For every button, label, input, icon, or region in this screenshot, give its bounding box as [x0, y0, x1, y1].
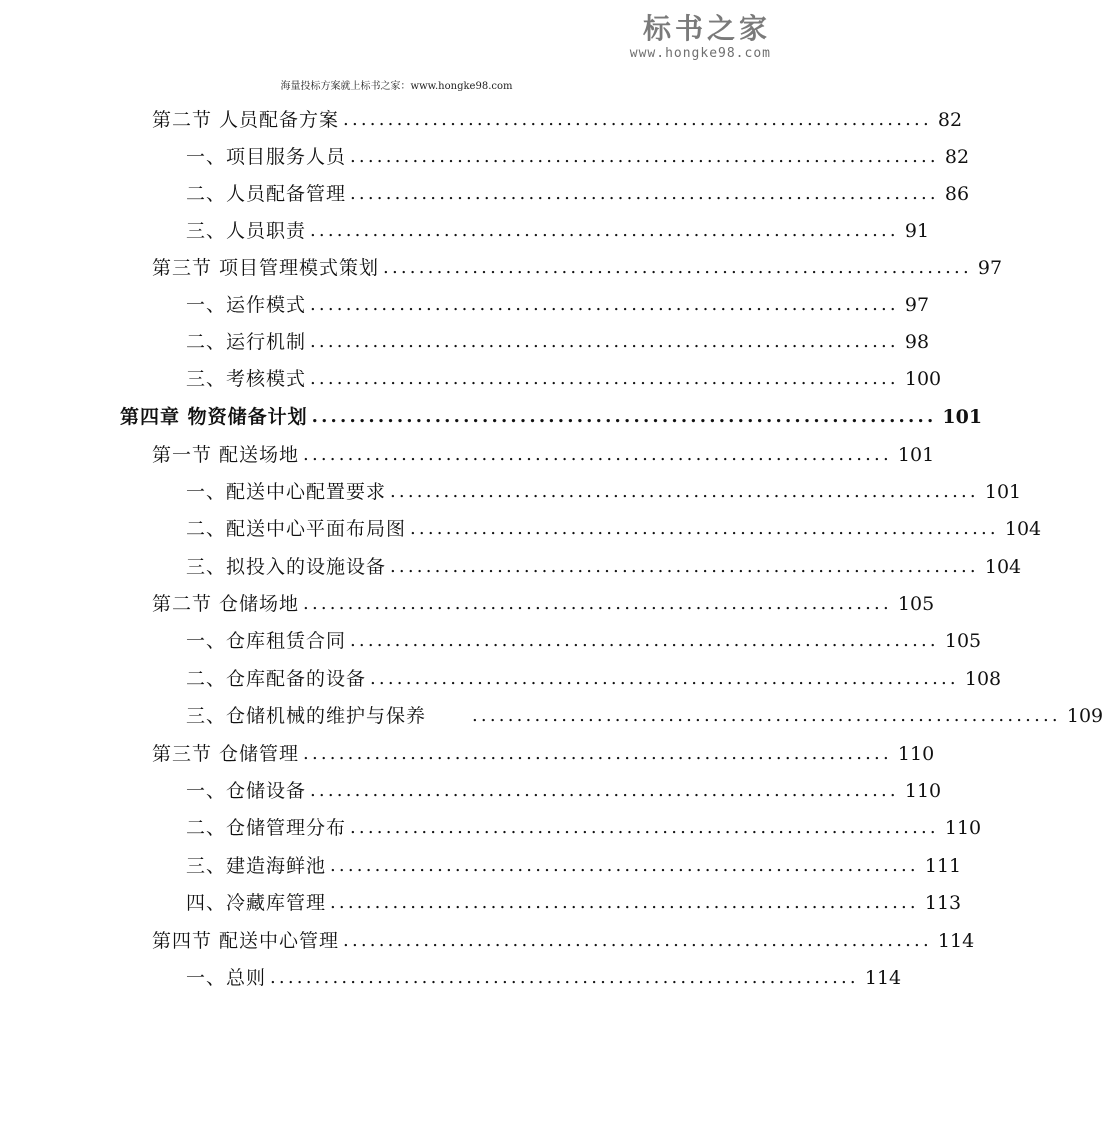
toc-entry[interactable] — [186, 664, 1002, 694]
toc-entry-title: 二、仓库配备的设备 — [186, 668, 367, 690]
toc-leader-dots: .................................................................. — [343, 109, 932, 130]
toc-entry-page: 101 — [984, 481, 1022, 503]
toc-entry[interactable] — [186, 851, 962, 881]
toc-entry[interactable] — [152, 926, 975, 956]
toc-leader-dots: .................................................................. — [310, 220, 899, 241]
toc-entry-title: 二、配送中心平面布局图 — [186, 518, 407, 540]
toc-entry-page: 111 — [924, 855, 962, 877]
toc-entry-title: 第一节 配送场地 — [152, 444, 300, 466]
toc-entry[interactable] — [186, 364, 942, 394]
toc-entry-title: 一、配送中心配置要求 — [186, 481, 387, 503]
toc-entry-page: 101 — [897, 444, 935, 466]
toc-entry[interactable] — [186, 776, 942, 806]
toc-entry[interactable] — [186, 888, 962, 918]
toc-entry-page: 105 — [897, 593, 935, 615]
toc-entry[interactable] — [186, 290, 930, 320]
toc-entry[interactable] — [186, 179, 970, 209]
toc-entry-title: 一、仓库租赁合同 — [186, 630, 347, 652]
toc-leader-dots: .................................................................. — [472, 705, 1061, 726]
toc-leader-dots: .................................................................. — [303, 444, 892, 465]
toc-leader-dots: .................................................................. — [303, 593, 892, 614]
toc-entry[interactable] — [186, 327, 930, 357]
toc-entry[interactable] — [186, 813, 982, 843]
toc-entry-title: 三、考核模式 — [186, 368, 307, 390]
toc-entry-page: 110 — [897, 743, 935, 765]
toc-entry-page: 114 — [937, 930, 975, 952]
logo-title: 标书之家 — [642, 12, 771, 45]
toc-leader-dots: .................................................................. — [330, 892, 919, 913]
toc-entry[interactable] — [152, 105, 963, 135]
toc-entry[interactable] — [186, 552, 1022, 582]
toc-leader-dots: .................................................................. — [350, 183, 939, 204]
toc-entry-title: 二、人员配备管理 — [186, 183, 347, 205]
toc-entry-page: 114 — [864, 967, 902, 989]
toc-leader-dots: .................................................................. — [310, 331, 899, 352]
toc-entry-title: 三、建造海鲜池 — [186, 855, 327, 877]
toc-leader-dots: .................................................................. — [270, 967, 859, 988]
toc-entry-title: 第二节 仓储场地 — [152, 593, 300, 615]
toc-entry-page: 82 — [937, 109, 963, 131]
toc-entry-page: 98 — [904, 331, 930, 353]
toc-entry[interactable] — [152, 253, 1003, 283]
site-logo — [630, 14, 771, 61]
toc-entry-page: 105 — [944, 630, 982, 652]
toc-entry-title: 一、仓储设备 — [186, 780, 307, 802]
toc-entry-page: 104 — [1004, 518, 1042, 540]
toc-entry[interactable] — [152, 739, 935, 769]
toc-entry-title: 三、人员职责 — [186, 220, 307, 242]
toc-entry[interactable] — [152, 440, 935, 470]
toc-entry-page: 97 — [977, 257, 1003, 279]
toc-leader-dots: .................................................................. — [310, 368, 899, 389]
page-header: 海量投标方案就上标书之家：www.hongke98.com — [280, 81, 513, 92]
toc-entry-title: 第四节 配送中心管理 — [152, 930, 340, 952]
toc-leader-dots: .................................................................. — [383, 257, 972, 278]
toc-leader-dots: .................................................................. — [350, 630, 939, 651]
toc-entry[interactable] — [186, 142, 970, 172]
toc-entry-title: 第四章 物资储备计划 — [120, 406, 308, 428]
toc-leader-dots: .................................................................. — [311, 406, 937, 427]
toc-entry[interactable] — [186, 963, 902, 993]
toc-entry-title: 第二节 人员配备方案 — [152, 109, 340, 131]
toc-leader-dots: .................................................................. — [390, 481, 979, 502]
toc-entry-page: 82 — [944, 146, 970, 168]
toc-entry[interactable] — [186, 701, 1103, 731]
toc-entry-page: 109 — [1066, 705, 1103, 727]
toc-entry-title: 二、运行机制 — [186, 331, 307, 353]
toc-entry-page: 100 — [904, 368, 942, 390]
toc-entry-title: 第三节 项目管理模式策划 — [152, 257, 380, 279]
toc-leader-dots: .................................................................. — [310, 780, 899, 801]
toc-entry-title: 第三节 仓储管理 — [152, 743, 300, 765]
toc-entry-title: 一、运作模式 — [186, 294, 307, 316]
toc-entry-title: 三、仓储机械的维护与保养 — [186, 705, 427, 727]
toc-entry-page: 91 — [904, 220, 930, 242]
logo-url: www.hongke98.com — [629, 46, 771, 61]
toc-leader-dots: .................................................................. — [370, 668, 959, 689]
toc-entry-page: 110 — [944, 817, 982, 839]
toc-leader-dots: .................................................................. — [343, 930, 932, 951]
toc-entry-title: 三、拟投入的设施设备 — [186, 556, 387, 578]
toc-entry[interactable] — [186, 477, 1022, 507]
toc-entry[interactable] — [186, 216, 930, 246]
toc-leader-dots: .................................................................. — [310, 294, 899, 315]
toc-entry[interactable] — [186, 514, 1042, 544]
toc-entry-title: 一、项目服务人员 — [186, 146, 347, 168]
toc-entry-page: 110 — [904, 780, 942, 802]
toc-entry-page: 86 — [944, 183, 970, 205]
toc-entry-title: 二、仓储管理分布 — [186, 817, 347, 839]
toc-entry-page: 97 — [904, 294, 930, 316]
toc-entry-page: 113 — [924, 892, 962, 914]
toc-entry-page: 104 — [984, 556, 1022, 578]
toc-leader-dots: .................................................................. — [390, 556, 979, 577]
toc-leader-dots: .................................................................. — [303, 743, 892, 764]
toc-entry-title: 一、总则 — [186, 967, 267, 989]
toc-entry-page: 101 — [942, 406, 983, 428]
toc-entry-title: 四、冷藏库管理 — [186, 892, 327, 914]
toc-leader-dots: .................................................................. — [350, 817, 939, 838]
toc-leader-dots: .................................................................. — [330, 855, 919, 876]
toc-entry[interactable] — [186, 626, 982, 656]
toc-leader-dots: .................................................................. — [410, 518, 999, 539]
toc-leader-dots: .................................................................. — [350, 146, 939, 167]
toc-entry[interactable] — [152, 589, 935, 619]
toc-entry-page: 108 — [964, 668, 1002, 690]
toc-chapter-entry[interactable] — [120, 402, 983, 432]
